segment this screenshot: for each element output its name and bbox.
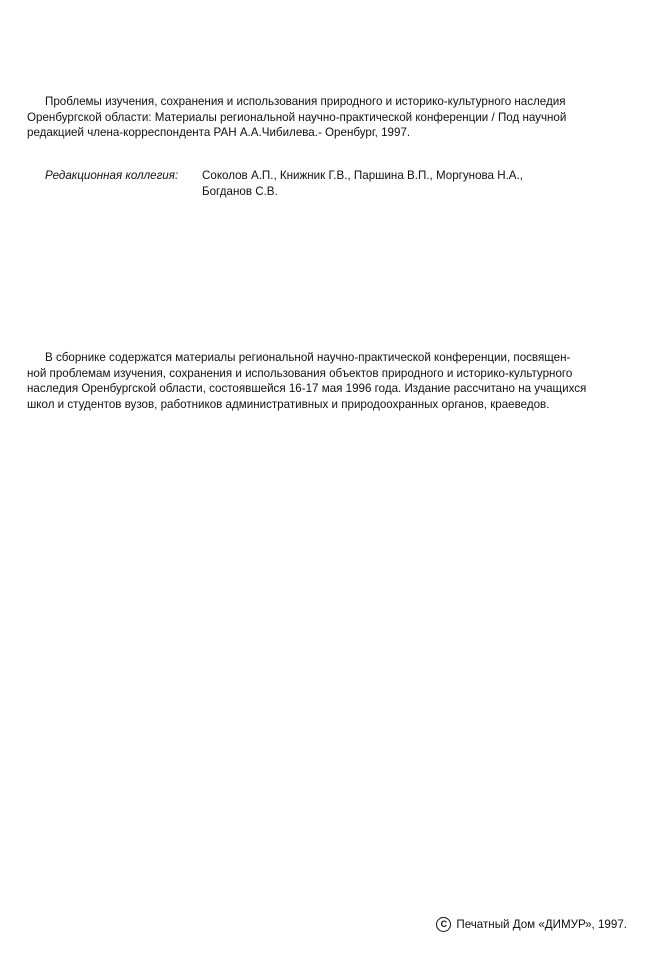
- imprint-text: Печатный Дом «ДИМУР», 1997.: [456, 918, 627, 931]
- editorial-board-names: [202, 168, 523, 199]
- bibliographic-line: Проблемы изучения, сохранения и использования природного и историко-культурного наследия: [45, 95, 566, 108]
- annotation-line: наследия Оренбургской области, состоявшейся 16-17 мая 1996 года. Издание рассчитано на учащихся: [27, 382, 587, 395]
- editorial-board-label: Редакционная коллегия:: [45, 169, 179, 182]
- bibliographic-entry: [27, 94, 627, 141]
- annotation-line: В сборнике содержатся материалы региональной научно-практической конференции, посвящен-: [45, 351, 571, 364]
- copyright-icon: C: [436, 917, 451, 932]
- annotation-line: ной проблемам изучения, сохранения и использования объектов природного и историко-культурного: [27, 366, 573, 380]
- copyright-imprint: [436, 917, 627, 932]
- bibliographic-line: Оренбургской области: Материалы региональной научно-практической конференции / Под научной: [27, 110, 567, 124]
- bibliographic-line: редакцией члена-корреспондента РАН А.А.Чибилева.- Оренбург, 1997.: [27, 126, 411, 139]
- editorial-board-names-line: Богданов С.В.: [202, 184, 278, 198]
- editorial-board-names-line: Соколов А.П., Книжник Г.В., Паршина В.П., Моргунова Н.А.,: [202, 169, 523, 182]
- annotation-line: школ и студентов вузов, работников административных и природоохранных органов, краеведов.: [27, 397, 550, 411]
- annotation: [27, 350, 627, 412]
